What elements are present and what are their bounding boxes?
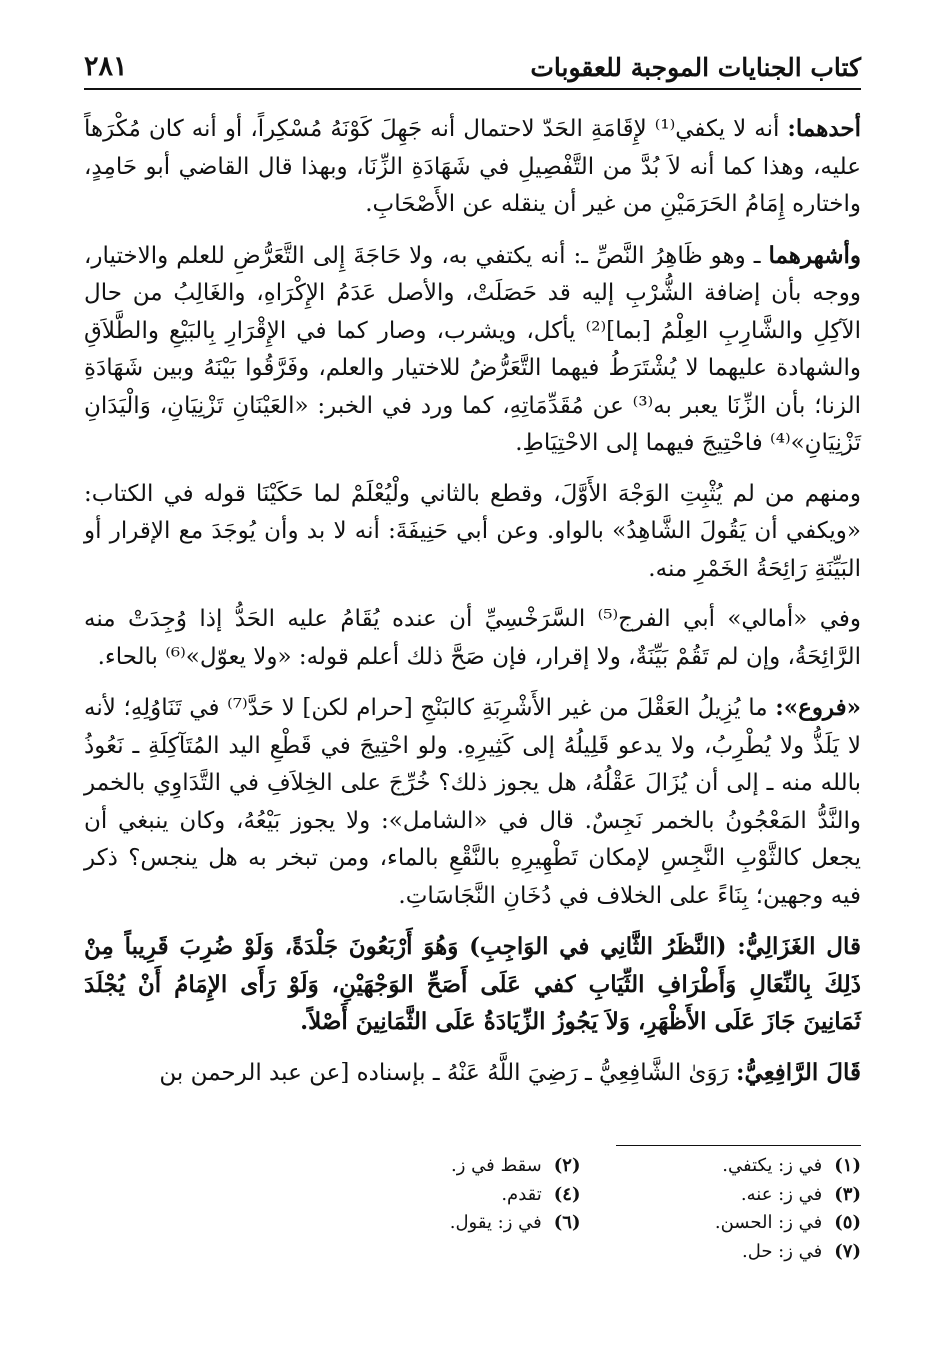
paragraph-text: ومنهم من لم يُثْبِتِ الوَجْهَ الأَوَّلَ، وقطع بالثاني ولْيُعْلَمْ لما حَكَيْنَا قوله في الكتاب: «ويكفي أن يَقُولَ الشَّاهِدُ» بالواو. وعن أبي حَنِيفَةَ: أنه لا بد وأن يُوجَدَ مع الإقرار أو البَيِّنَةِ رَائِحَةُ الخَمْرِ منه. xyxy=(84,480,861,582)
footnote-text: في ز: الحسن. xyxy=(714,1212,823,1233)
footnote-text: في ز: حل. xyxy=(741,1240,823,1262)
footnote-item xyxy=(320,1209,581,1238)
footnote-item xyxy=(601,1209,862,1238)
paragraph-lead: أحدهما: xyxy=(787,115,862,142)
footnote-number: (٢) xyxy=(553,1155,581,1176)
paragraph-furu xyxy=(84,689,861,915)
footnote-item xyxy=(320,1152,581,1181)
footnotes xyxy=(320,1152,861,1266)
paragraph-lead: قَالَ الرَّافِعِيُّ: xyxy=(736,1058,861,1086)
paragraph-first-opinion xyxy=(84,110,861,224)
footnote-text: تقدم. xyxy=(501,1183,542,1205)
footnote-number: (٥) xyxy=(834,1212,861,1233)
paragraph-ghazali-matn xyxy=(84,928,861,1041)
page-header xyxy=(84,40,861,90)
footnote-text: في ز: يقول. xyxy=(449,1212,542,1233)
main-text xyxy=(84,110,861,1105)
paragraph-text: رَوَىٰ الشَّافِعِيُّ ـ رَضِيَ اللَّهُ عَنْهُ ـ بإسناده [عن عبد الرحمن بن xyxy=(159,1059,737,1086)
paragraph-rafii xyxy=(84,1054,861,1093)
footnote-number: (٣) xyxy=(834,1183,861,1205)
footnote-item xyxy=(320,1181,581,1210)
running-title: كتاب الجنايات الموجبة للعقوبات xyxy=(530,53,861,82)
paragraph-others-opinion xyxy=(84,476,861,589)
footnote-number: (١) xyxy=(834,1155,861,1176)
footnote-number: (٦) xyxy=(553,1212,581,1233)
footnote-divider xyxy=(616,1145,861,1146)
footnote-number: (٤) xyxy=(553,1183,581,1205)
footnote-item xyxy=(601,1181,862,1210)
paragraph-text: وفي «أمالي» أبي الفرج⁽⁵⁾ السَّرَخْسِيِّ أن عنده يُقَامُ عليه الحَدُّ إذا وُجِدَتْ منه الرَّائِحَةُ، وإن لم تَقُمْ بَيِّنَةٌ، ولا إقرار، فإن صَحَّ ذلك أعلم قوله: «ولا يعوّل»⁽⁶⁾ بالحاء. xyxy=(84,606,861,670)
paragraph-lead: «فروع»: xyxy=(775,694,861,721)
paragraph-text: ـ وهو ظَاهِرُ النَّصِّ ـ: أنه يكتفي به، ولا حَاجَةَ إِلى التَّعَرُّضِ للعلم والاختيار، ووجه بأن إضافة الشُّرْبِ إليه قد حَصَلَتْ، والأصل عَدَمُ الإِكْرَاهِ، والغَالِبُ من حال الآكِلِ والشَّارِبِ العِلْمُ [بما]⁽²⁾ يأكل، ويشرب، وصار كما في الإِقْرَارِ بِالبَيْعِ والطَّلاَقِ والشهادة عليهما لا يُشْتَرَطُ فيهما التَّعَرُّضُ للاختيار والعلم، وفَرَّقُوا بَيْنَهُ وبين شَهَادَةِ الزنا؛ بأن الزِّنَا يعبر به⁽³⁾ عن مُقَدِّمَاتِهِ، كما ورد في الخبر: «العَيْنَانِ تَزْنِيَانِ، وَالْيَدَانِ تَزْنِيَانِ»⁽⁴⁾ فاحْتِيجَ فيهما إلى الاحْتِيَاطِ. xyxy=(84,242,862,456)
paragraph-text: ما يُزِيلُ العَقْلَ من غير الأَشْرِبَةِ كالبَنْجِ [حرام لكن] لا حَدَّ⁽⁷⁾ في تَنَاوُلِهِ؛ لأنه لا يَلَذُّ ولا يُطْرِبُ، ولا يدعو قَلِيلُهُ إلى كَثِيرِهِ. ولو احْتِيجَ في قَطْعِ اليد المُتَآكِلَةِ ـ نَعُوذُ بالله منه ـ إلى أن يُزَالَ عَقْلُهُ، هل يجوز ذلك؟ خُرِّجَ على الخِلاَفِ في التَّدَاوِي بالخمر والنَّدُّ المَعْجُونُ بالخمر نَجِسٌ. قال في «الشامل»: ولا يجوز بَيْعُهُ، وكان ينبغي أن يجعل كالثَّوْبِ النَّجِسِ لإمكان تَطْهِيرِهِ بالنَّقْعِ بالماء، ومن تبخر به هل ينجس؟ ذكر فيه وجهين؛ بِنَاءً على الخلاف في دُخَانِ النَّجَاسَاتِ. xyxy=(84,695,861,909)
footnote-number: (٧) xyxy=(834,1240,861,1262)
paragraph-text: أنه لا يكفي⁽¹⁾ لإِقَامَةِ الحَدّ لاحتمال أنه جَهِلَ كَوْنَهُ مُسْكِراً، أو أنه كان مُكْرَهاً عليه، وهذا كما أنه لاَ بُدَّ من التَّفْصِيلِ في شَهَادَةِ الزِّنَا، وبهذا قال القاضي أبو حَامِدٍ، واختاره إِمَامُ الحَرَمَيْنِ من غير أن ينقله عن الأَصْحَابِ. xyxy=(84,116,861,217)
footnote-text: في ز: عنه. xyxy=(740,1183,823,1205)
paragraph-lead: وأشهرهما xyxy=(768,241,861,269)
paragraph-more-famous-opinion xyxy=(84,237,861,463)
footnote-item xyxy=(601,1152,862,1181)
paragraph-amali xyxy=(84,601,861,676)
paragraph-text: قال الغَزَالِيُّ: (النَّظَرُ الثَّانِي في الوَاجِبِ) وَهُوَ أَرْبَعُونَ جَلْدَةً، وَلَوْ ضُرِبَ قَرِيباً مِنْ ذَلِكَ بِالنِّعَالِ وَأَطْرَافِ الثِّيَابِ كفي عَلَى أَصَحِّ الوَجْهَيْنِ، وَلَوْ رَأَى الإِمَامُ أَنْ يُجْلَدَ ثَمَانِينَ جَازَ عَلَى الأَظْهَرِ، وَلاَ يَجُوزُ الزِّيَادَةُ عَلَى الثَّمَانِينَ أَصْلاً. xyxy=(84,933,861,1035)
page-number: ٢٨١ xyxy=(84,51,128,82)
footnote-text: في ز: يكتفي. xyxy=(722,1155,823,1176)
footnote-text: سقط في ز. xyxy=(451,1155,542,1176)
footnote-item xyxy=(601,1238,862,1267)
